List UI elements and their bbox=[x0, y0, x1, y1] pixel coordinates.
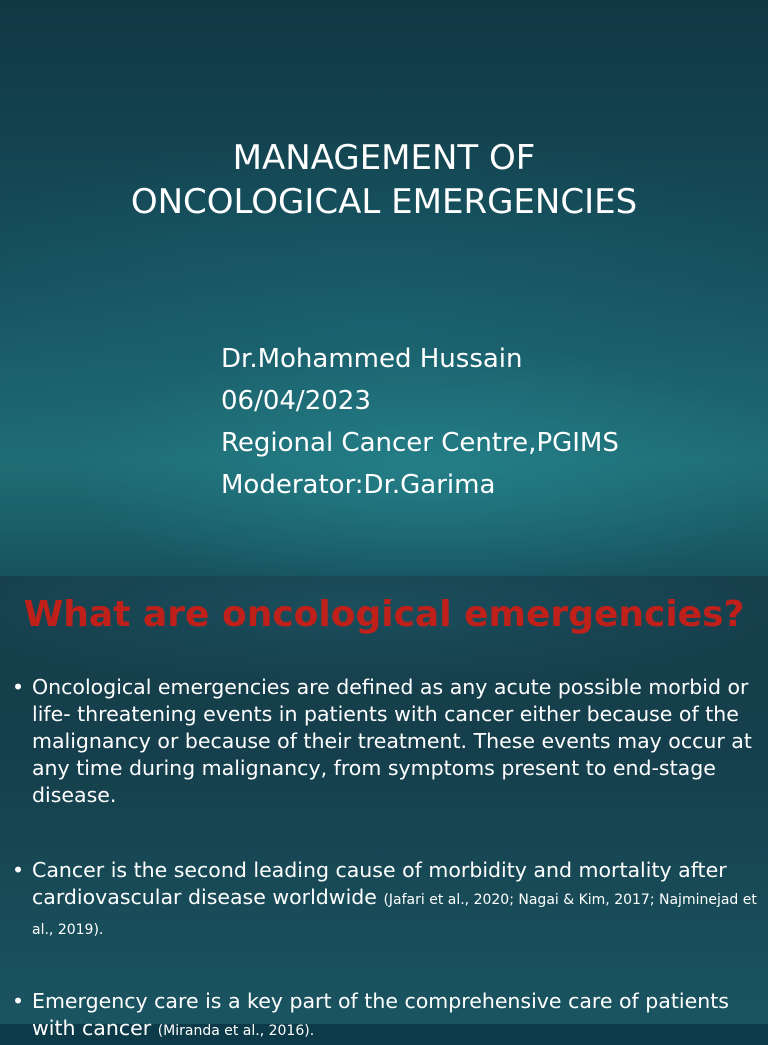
bullet-text: Oncological emergencies are defined as any acute possible morbid or life- threatening events in patients with cancer either because of the malignancy or because of their treatment. These events may occur at any time during malignancy, from symptoms present to end-stage disease. bbox=[32, 675, 752, 807]
presenter-name: Dr.Mohammed Hussain bbox=[221, 344, 523, 374]
bullet-marker: • bbox=[12, 858, 25, 882]
bullet-text: Cancer is the second leading cause of morbidity and mortality after cardiovascular disease worldwide bbox=[32, 858, 727, 909]
institution: Regional Cancer Centre,PGIMS bbox=[221, 428, 619, 458]
title-line-1: MANAGEMENT OF bbox=[232, 138, 536, 178]
bullet-item bbox=[12, 857, 764, 944]
slide-title: What are oncological emergencies? bbox=[23, 594, 745, 635]
bullet-item bbox=[12, 674, 764, 809]
presentation-title bbox=[0, 136, 768, 224]
bullet-list bbox=[12, 674, 764, 1045]
title-line-2: ONCOLOGICAL EMERGENCIES bbox=[130, 182, 638, 222]
presentation-date: 06/04/2023 bbox=[221, 386, 371, 416]
bullet-marker: • bbox=[12, 675, 25, 699]
bullet-citation: (Miranda et al., 2016). bbox=[157, 1023, 315, 1039]
bullet-item bbox=[12, 988, 764, 1045]
bullet-text: Emergency care is a key part of the comprehensive care of patients with cancer bbox=[32, 989, 729, 1040]
content-slide bbox=[0, 576, 768, 1040]
moderator: Moderator:Dr.Garima bbox=[221, 470, 496, 500]
presenter-info bbox=[221, 338, 619, 506]
bullet-marker: • bbox=[12, 989, 25, 1013]
bullet-citation: (Jafari et al., 2020; Nagai & Kim, 2017; Najminejad et al., 2019). bbox=[32, 892, 757, 938]
